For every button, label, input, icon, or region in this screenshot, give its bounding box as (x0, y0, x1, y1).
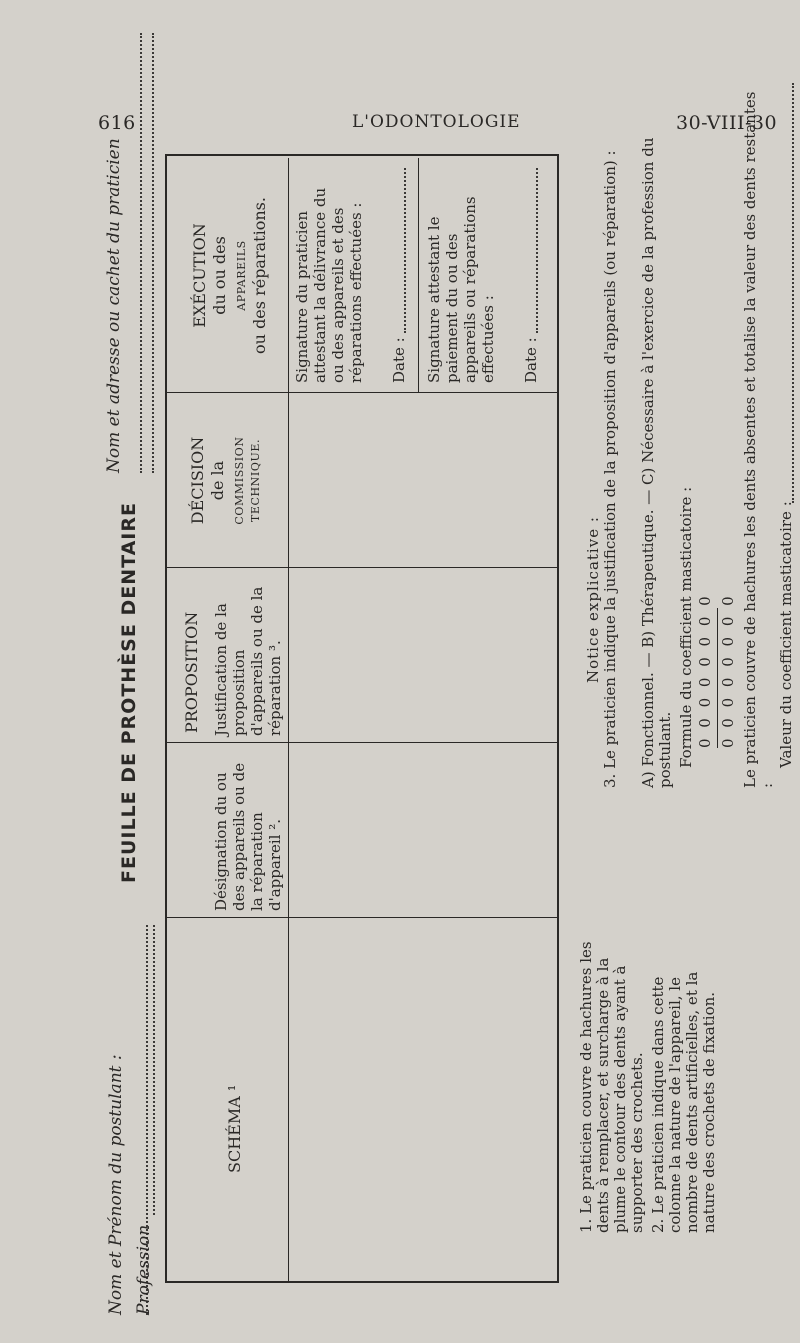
profession-dotted-line (153, 925, 155, 1215)
practitioner-dotted-line-1 (140, 33, 142, 473)
form-title: FEUILLE DE PROTHÈSE DENTAIRE (118, 502, 140, 883)
coefficient-dotted-line (792, 83, 794, 503)
column-divider-1 (165, 917, 557, 918)
teeth-row-1: 0 0 0 0 0 0 0 0 (696, 593, 714, 748)
profession-label: Profession (134, 1224, 154, 1315)
note-2: 2. Le praticien indique dans cette colonne la nature de l'appareil, le nombre de dents artificielles, et la nature des crochets de fixation. (649, 971, 718, 1233)
practitioner-label: Nom et adresse ou cachet du praticien (104, 138, 124, 473)
note-3a: A) Fonctionnel. — B) Thérapeutique. — C) Nécessaire à l'exercice de la profession du postulant. (639, 137, 674, 788)
date2-dotted-line (536, 168, 538, 333)
running-title: L'ODONTOLOGIE (352, 112, 521, 132)
column-divider-3 (165, 567, 557, 568)
decision-sub2: TECHNIQUE. (249, 438, 262, 523)
date1-dotted-line (404, 168, 406, 333)
decision-sub1: COMMISSION (233, 436, 246, 525)
page-number: 616 (98, 112, 136, 134)
decision-de-la: de la (208, 460, 227, 501)
coefficient-label: Valeur du coefficient masticatoire : (777, 501, 795, 768)
formula-divider (717, 608, 718, 748)
column-divider-2 (165, 742, 557, 743)
execution-header: EXÉCUTION (190, 223, 209, 328)
date1-label: Date : (390, 337, 408, 383)
execution-line1: du ou des (210, 236, 229, 315)
issue-date: 30-VIII-30 (676, 112, 778, 134)
proposition-header: PROPOSITION (182, 611, 201, 733)
notice-title: Notice explicative : (584, 516, 602, 683)
execution-line2: APPAREILS (235, 240, 248, 311)
column-divider-4 (165, 392, 557, 393)
note-1: 1. Le praticien couvre de hachures les dents à remplacer, et surcharge à la plume le contour des dents ayant à supporter des crochets. (577, 941, 646, 1233)
execution-divider (418, 158, 419, 393)
note-3b: Le praticien couvre de hachures les dents absentes et totalise la valeur des dents restantes : (741, 91, 776, 788)
justification-text: Justification de la proposition d'appareils ou de la réparation ³. (212, 586, 284, 736)
signature-payment-text: Signature attestant le paiement du ou des appareils ou réparations effectuées : (425, 196, 497, 383)
note-3: 3. Le praticien indique la justification de la proposition d'appareils (ou réparation) : (601, 150, 619, 788)
teeth-row-2: 0 0 0 0 0 0 0 0 (719, 593, 737, 748)
signature-delivery-text: Signature du praticien attestant la délivrance du ou des appareils et des réparations effectuées : (293, 187, 365, 383)
practitioner-dotted-line-2 (152, 33, 154, 473)
header-row-separator (288, 158, 289, 1283)
execution-line3: ou des réparations. (250, 197, 269, 354)
formula-label: Formule du coefficient masticatoire : (677, 486, 695, 768)
applicant-label: Nom et Prénom du postulant : (106, 1054, 126, 1315)
schema-header: SCHÉMA ¹ (225, 1084, 244, 1173)
designation-text: Désignation du ou des appareils ou de la réparation d'appareil ². (212, 762, 284, 911)
date2-label: Date : (522, 337, 540, 383)
decision-header: DÉCISION (188, 436, 207, 525)
